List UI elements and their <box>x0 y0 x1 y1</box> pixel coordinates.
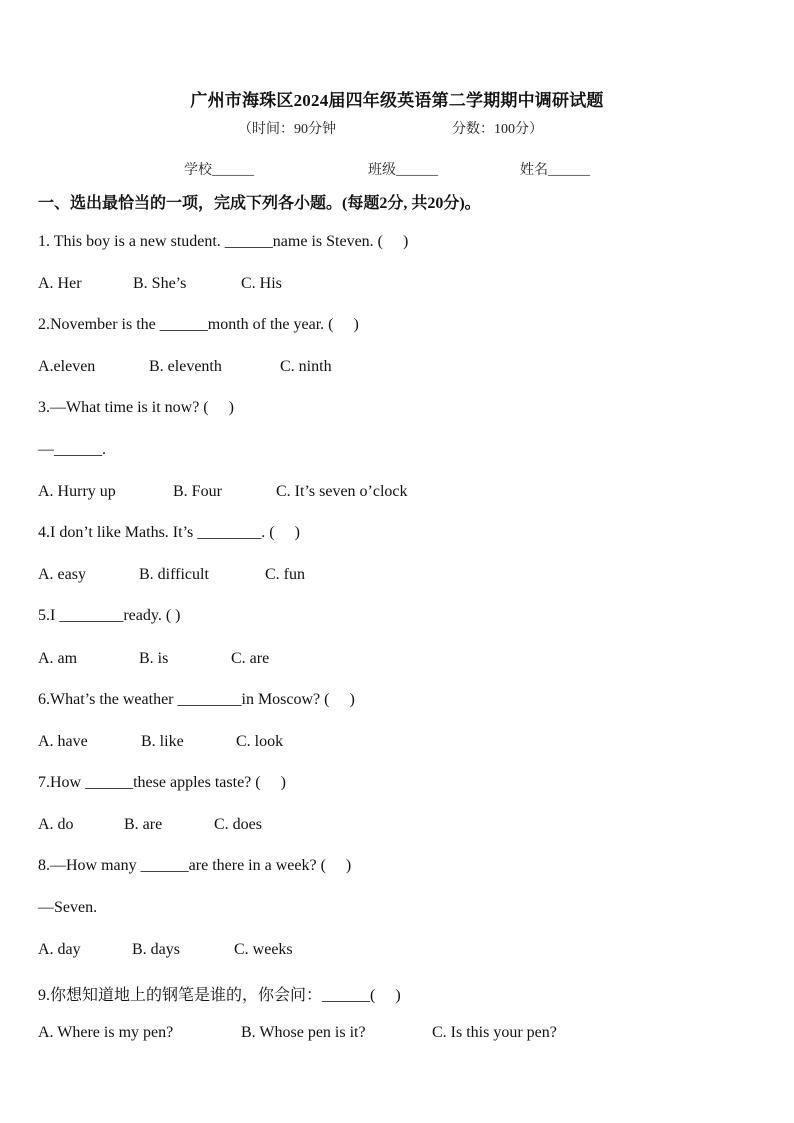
option-b: B. is <box>139 650 169 667</box>
option-a: A. Where is my pen? <box>38 1024 174 1041</box>
question-stem: 4.I don’t like Maths. It’s ________. ( ) <box>38 524 300 541</box>
option-a: A.eleven <box>38 358 96 375</box>
question-stem: 7.How ______these apples taste? ( ) <box>38 774 286 791</box>
option-c: C. fun <box>265 566 305 583</box>
option-b: B. Four <box>173 483 222 500</box>
option-b: B. difficult <box>139 566 209 583</box>
name-field: 姓名______ <box>520 163 590 178</box>
option-b: B. eleventh <box>149 358 222 375</box>
question-stem: 9.你想知道地上的钢笔是谁的，你会问：______( ) <box>38 987 401 1004</box>
question-stem: 2.November is the ______month of the year. ( ) <box>38 316 359 333</box>
school-field: 学校______ <box>184 163 254 178</box>
question-stem: 8.—How many ______are there in a week? ( ) <box>38 857 352 874</box>
option-c: C. does <box>214 816 262 833</box>
class-field: 班级______ <box>368 163 438 178</box>
question-stem: 3.—What time is it now? ( ) <box>38 399 234 416</box>
option-a: A. Hurry up <box>38 483 116 500</box>
question-stem: 5.I ________ready. ( ) <box>38 607 181 624</box>
option-a: A. day <box>38 941 81 958</box>
option-b: B. days <box>132 941 180 958</box>
option-c: C. Is this your pen? <box>432 1024 557 1041</box>
option-b: B. like <box>141 733 184 750</box>
option-c: C. look <box>236 733 284 750</box>
exam-score: 分数：100分） <box>452 122 543 137</box>
section-heading: 一、选出最恰当的一项，完成下列各小题。(每题2分, 共20分)。 <box>38 195 481 212</box>
option-b: B. are <box>124 816 163 833</box>
option-c: C. ninth <box>280 358 332 375</box>
option-a: A. Her <box>38 275 82 292</box>
option-c: C. His <box>241 275 282 292</box>
option-a: A. have <box>38 733 88 750</box>
option-a: A. do <box>38 816 74 833</box>
exam-time: （时间：90分钟 <box>238 122 336 137</box>
option-b: B. She’s <box>133 275 187 292</box>
question-stem: 6.What’s the weather ________in Moscow? ( ) <box>38 691 355 708</box>
option-a: A. easy <box>38 566 86 583</box>
option-c: C. It’s seven o’clock <box>276 483 408 500</box>
option-b: B. Whose pen is it? <box>241 1024 366 1041</box>
question-stem-answer: —______. <box>38 441 106 458</box>
page-title: 广州市海珠区2024届四年级英语第二学期期中调研试题 <box>190 91 604 110</box>
question-stem: 1. This boy is a new student. ______name is Steven. ( ) <box>38 233 409 250</box>
option-c: C. are <box>231 650 270 667</box>
question-stem-answer: —Seven. <box>38 899 98 916</box>
option-a: A. am <box>38 650 78 667</box>
option-c: C. weeks <box>234 941 293 958</box>
